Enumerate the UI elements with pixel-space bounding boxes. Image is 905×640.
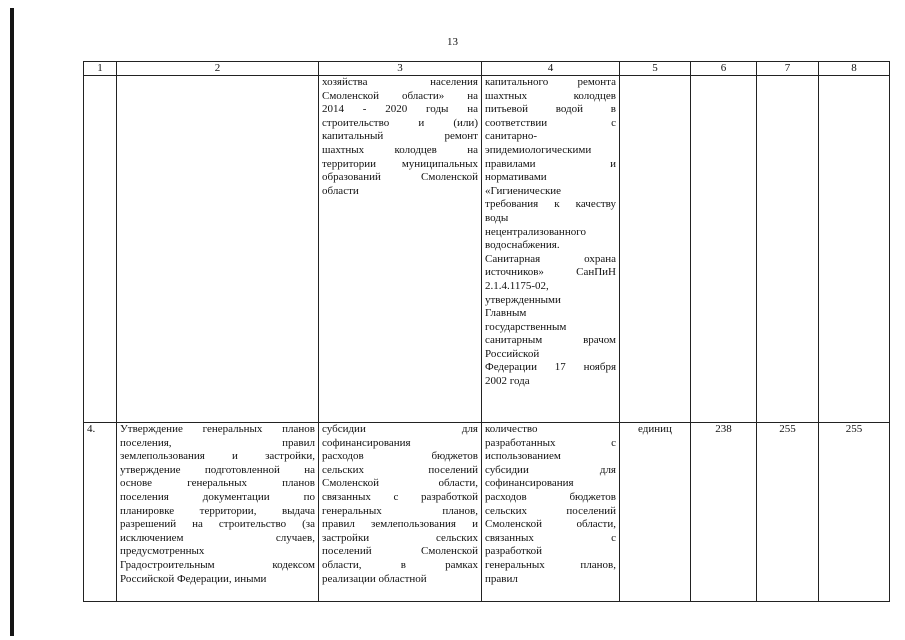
cell-description [117, 423, 319, 602]
cell-value-8 [819, 76, 890, 423]
text-line: Санитарная охрана [485, 252, 616, 265]
cell-indicator [482, 76, 620, 423]
text-line: Смоленской области» на [322, 89, 478, 102]
text-line: Главным [485, 307, 527, 320]
text-line: связанных с [485, 531, 616, 544]
cell-value-7: 255 [757, 423, 819, 602]
text-line: «Гигиенические [485, 184, 562, 197]
text-line: воды [485, 211, 509, 224]
text-line: 2014 - 2020 годы на [322, 103, 478, 116]
text-line: санитарным врачом [485, 334, 616, 347]
text-line: расходов бюджетов [322, 450, 478, 463]
text-line: требования к качеству [485, 198, 616, 211]
text-line: области, в рамках [322, 558, 478, 571]
text-line: Утверждение генеральных планов [120, 423, 315, 435]
col-header-3: 3 [319, 62, 482, 76]
text-line: генеральных планов, [485, 558, 616, 571]
text-line: разработкой [485, 545, 543, 558]
col-header-2: 2 [117, 62, 319, 76]
cell-value-6 [691, 76, 757, 423]
text-line: хозяйства населения [322, 76, 478, 88]
text-line: Смоленской области, [485, 518, 616, 531]
cell-funding [319, 76, 482, 423]
text-line: утверждение подготовленной на [120, 463, 315, 476]
text-line: предусмотренных [120, 545, 205, 558]
text-line: питьевой водой в [485, 103, 616, 116]
text-line: сельских поселений [322, 463, 478, 476]
scan-edge [10, 8, 14, 636]
text-line: образований Смоленской [322, 171, 478, 184]
text-line: соответствии с [485, 116, 616, 129]
text-line: 2.1.4.1175-02, [485, 279, 549, 292]
table-row [84, 76, 890, 423]
text-line: правил землепользования и [322, 518, 478, 531]
cell-unit [620, 76, 691, 423]
col-header-1: 1 [84, 62, 117, 76]
cell-unit: единиц [620, 423, 691, 602]
text-line: правилами и [485, 157, 616, 170]
col-header-5: 5 [620, 62, 691, 76]
text-line: субсидии для [485, 463, 616, 476]
cell-indicator [482, 423, 620, 602]
col-header-8: 8 [819, 62, 890, 76]
text-line: территории муниципальных [322, 157, 478, 170]
text-line: эпидемиологическими [485, 143, 592, 156]
cell-number: 4. [84, 423, 117, 602]
text-line: разрешений на строительство (за [120, 518, 315, 531]
text-line: Российской Федерации, иными [120, 572, 267, 585]
page-number: 13 [447, 36, 458, 48]
text-line: расходов бюджетов [485, 490, 616, 503]
text-line: Смоленской области, [322, 477, 478, 490]
text-line: использованием [485, 450, 561, 463]
col-header-7: 7 [757, 62, 819, 76]
text-line: водоснабжения. [485, 239, 560, 252]
text-line: шахтных колодцев на [322, 143, 478, 156]
text-line: планировке территории, выдача [120, 504, 315, 517]
table-row [84, 423, 890, 602]
text-line: основе генеральных планов [120, 477, 315, 490]
document-table [83, 61, 890, 602]
text-line: поселений Смоленской [322, 545, 478, 558]
text-line: санитарно- [485, 130, 538, 143]
text-line: исключением случаев, [120, 531, 315, 544]
cell-number [84, 76, 117, 423]
text-line: реализации областной [322, 572, 427, 585]
text-line: области [322, 184, 359, 197]
col-header-6: 6 [691, 62, 757, 76]
text-line: источников» СанПиН [485, 266, 616, 279]
col-header-4: 4 [482, 62, 620, 76]
text-line: софинансирования [322, 436, 411, 449]
text-line: правил [485, 572, 518, 585]
text-line: софинансирования [485, 477, 574, 490]
text-line: Федерации 17 ноября [485, 361, 616, 374]
text-line: государственным [485, 320, 567, 333]
text-line: сельских поселений [485, 504, 616, 517]
text-line: застройки сельских [322, 531, 478, 544]
cell-description [117, 76, 319, 423]
text-line: разработанных с [485, 436, 616, 449]
text-line: утвержденными [485, 293, 561, 306]
text-line: нормативами [485, 171, 547, 184]
text-line: капитальный ремонт [322, 130, 478, 143]
text-line: субсидии для [322, 423, 478, 435]
text-line: поселения документации по [120, 490, 315, 503]
text-line: Градостроительным кодексом [120, 558, 315, 571]
text-line: поселения, правил [120, 436, 315, 449]
text-line: Российской [485, 347, 540, 360]
cell-value-7 [757, 76, 819, 423]
text-line: строительство и (или) [322, 116, 478, 129]
text-line: количество [485, 423, 538, 435]
text-line: 2002 года [485, 375, 530, 388]
text-line: капитального ремонта [485, 76, 616, 88]
text-line: землепользования и застройки, [120, 450, 315, 463]
cell-funding [319, 423, 482, 602]
cell-value-6: 238 [691, 423, 757, 602]
header-row [84, 62, 890, 76]
text-line: нецентрализованного [485, 225, 586, 238]
cell-value-8: 255 [819, 423, 890, 602]
text-line: генеральных планов, [322, 504, 478, 517]
text-line: связанных с разработкой [322, 490, 478, 503]
text-line: шахтных колодцев [485, 89, 616, 102]
